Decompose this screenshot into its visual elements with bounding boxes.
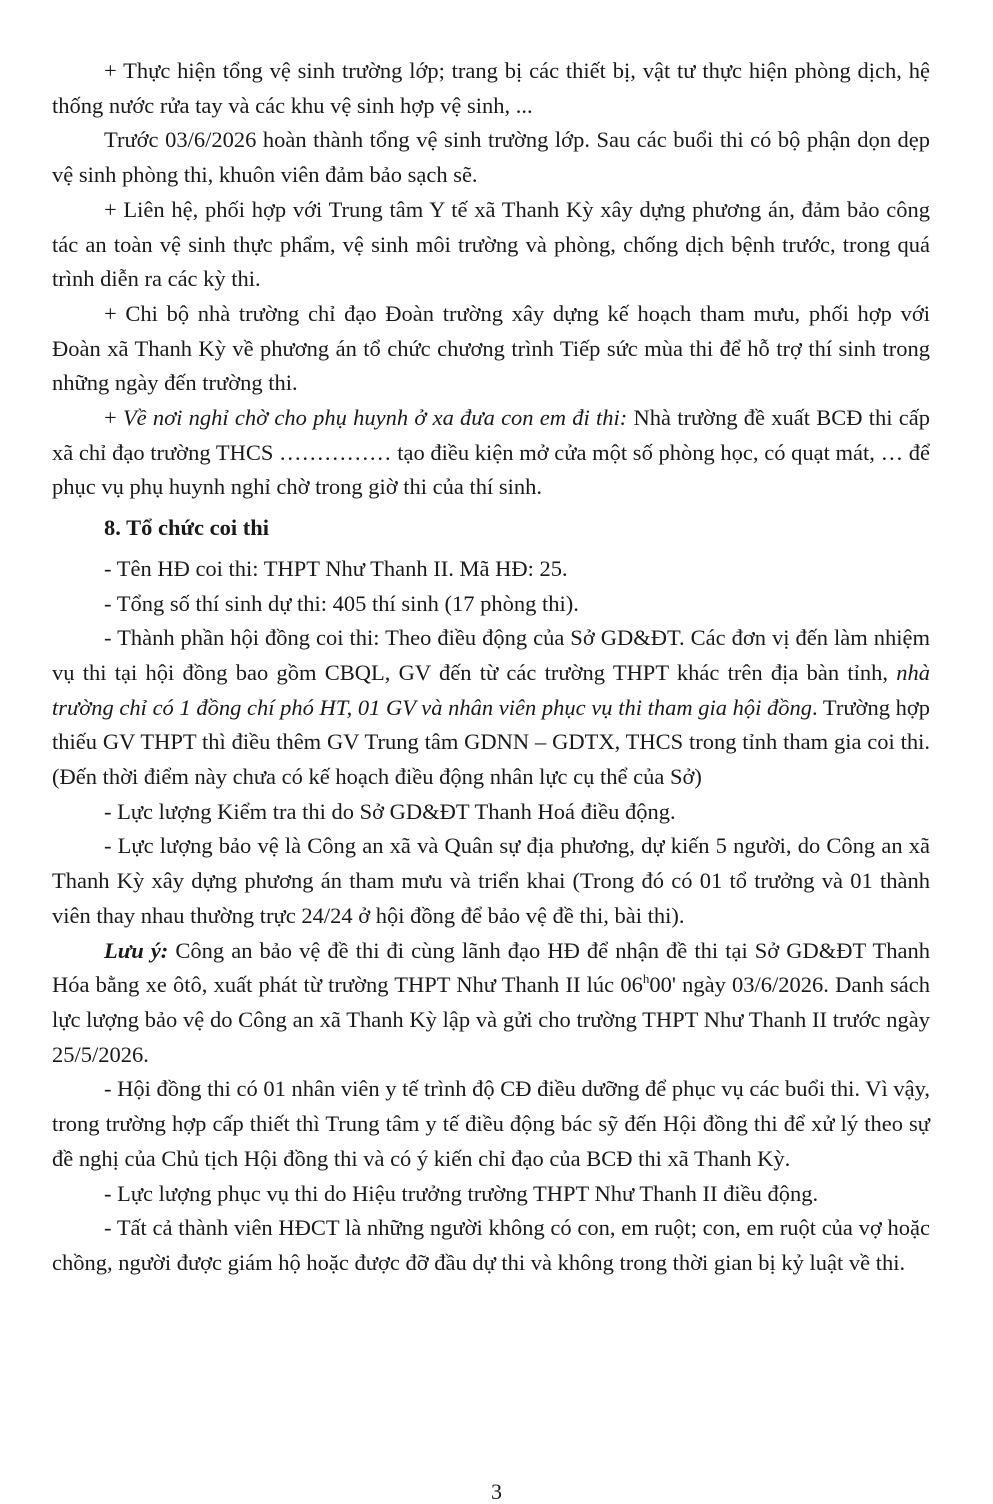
paragraph-health-coordination: + Liên hệ, phối hợp với Trung tâm Y tế xã Thanh Kỳ xây dựng phương án, đảm bảo công tác an toàn vệ sinh thực phẩm, vệ sinh môi trường và phòng, chống dịch bệnh trước, trong quá trình diễn ra các kỳ thi.	[52, 196, 930, 292]
note-superscript: h	[642, 971, 650, 987]
exam-medical-staff: - Hội đồng thi có 01 nhân viên y tế trình độ CĐ điều dưỡng để phục vụ các buổi thi. Vì vậy, trong trường hợp cấp thiết thì Trung tâm y tế điều động bác sỹ đến Hội đồng thi để xử lý theo sự đề nghị của Chủ tịch Hội đồng thi và có ý kiến chỉ đạo của BCĐ thi xã Thanh Kỳ.	[52, 1076, 930, 1171]
composition-text-end: . Trường hợp thiếu GV THPT thì điều thêm GV Trung tâm GDNN – GDTX, THCS trong tỉnh tham gia coi thi. (Đến thời điểm này chưa có kế hoạch điều động nhân lực cụ thể của Sở)	[52, 694, 930, 790]
parent-waiting-prefix: +	[104, 405, 123, 431]
parent-waiting-text: Nhà trường đề xuất BCĐ thi cấp xã chỉ đạo trường THCS …………… tạo điều kiện mở cửa một số phòng học, có quạt mát, … để phục vụ phụ huynh nghỉ chờ trong giờ thi của thí sinh.	[52, 405, 930, 500]
paragraph-youth-union: + Chi bộ nhà trường chỉ đạo Đoàn trường xây dựng kế hoạch tham mưu, phối hợp với Đoàn xã Thanh Kỳ về phương án tổ chức chương trình Tiếp sức mùa thi để hỗ trợ thí sinh trong những ngày đến trường thi.	[52, 300, 930, 396]
composition-italic: nhà trường chỉ có 1 đồng chí phó HT, 01 GV và nhân viên phục vụ thi tham gia hội đồng	[52, 659, 930, 720]
exam-service-force: - Lực lượng phục vụ thi do Hiệu trưởng trường THPT Như Thanh II điều động.	[104, 1180, 819, 1206]
paragraph-cleaning: + Thực hiện tổng vệ sinh trường lớp; trang bị các thiết bị, vật tư thực hiện phòng dịch, hệ thống nước rửa tay và các khu vệ sinh hợp vệ sinh, ...	[52, 58, 930, 118]
document-page	[52, 54, 930, 1281]
exam-inspection-force: - Lực lượng Kiểm tra thi do Sở GD&ĐT Thanh Hoá điều động.	[104, 798, 676, 824]
composition-text-start: - Thành phần hội đồng coi thi: Theo điều động của Sở GD&ĐT. Các đơn vị đến làm nhiệm vụ thi tại hội đồng bao gồm CBQL, GV đến từ các trường THPT khác trên địa bàn tỉnh,	[52, 625, 930, 685]
exam-council-composition	[52, 621, 930, 795]
exam-security-note	[52, 934, 930, 1073]
exam-candidate-count: - Tổng số thí sinh dự thi: 405 thí sinh (17 phòng thi).	[104, 590, 579, 616]
note-text-b: 00' ngày 03/6/2026. Danh sách lực lượng bảo vệ do Công an xã Thanh Kỳ lập và gửi cho trường THPT Như Thanh II trước ngày 25/5/2026.	[52, 972, 930, 1067]
exam-member-conditions: - Tất cả thành viên HĐCT là những người không có con, em ruột; con, em ruột của vợ hoặc chồng, người được giám hộ hoặc được đỡ đầu dự thi và không trong thời gian bị kỷ luật về thi.	[52, 1215, 930, 1275]
parent-waiting-italic: Về nơi nghỉ chờ cho phụ huynh ở xa đưa con em đi thi:	[122, 405, 628, 431]
note-label: Lưu ý:	[104, 937, 169, 963]
exam-security-force: - Lực lượng bảo vệ là Công an xã và Quân sự địa phương, dự kiến 5 người, do Công an xã Thanh Kỳ xây dựng phương án tham mưu và triển khai (Trong đó có 01 tổ trưởng và 01 thành viên thay nhau thường trực 24/24 ở hội đồng để bảo vệ đề thi, bài thi).	[52, 833, 930, 928]
paragraph-cleaning-deadline: Trước 03/6/2026 hoàn thành tổng vệ sinh trường lớp. Sau các buổi thi có bộ phận dọn dẹp vệ sinh phòng thi, khuôn viên đảm bảo sạch sẽ.	[52, 127, 930, 188]
paragraph-parent-waiting	[52, 401, 930, 505]
section-heading: 8. Tổ chức coi thi	[104, 515, 269, 541]
exam-council-name: - Tên HĐ coi thi: THPT Như Thanh II. Mã HĐ: 25.	[104, 555, 568, 581]
note-text-a: Công an bảo vệ đề thi đi cùng lãnh đạo HĐ để nhận đề thi tại Sở GD&ĐT Thanh Hóa bằng xe ôtô, xuất phát từ trường THPT Như Thanh II lúc 06	[52, 937, 930, 998]
page-number: 3	[491, 1479, 502, 1504]
